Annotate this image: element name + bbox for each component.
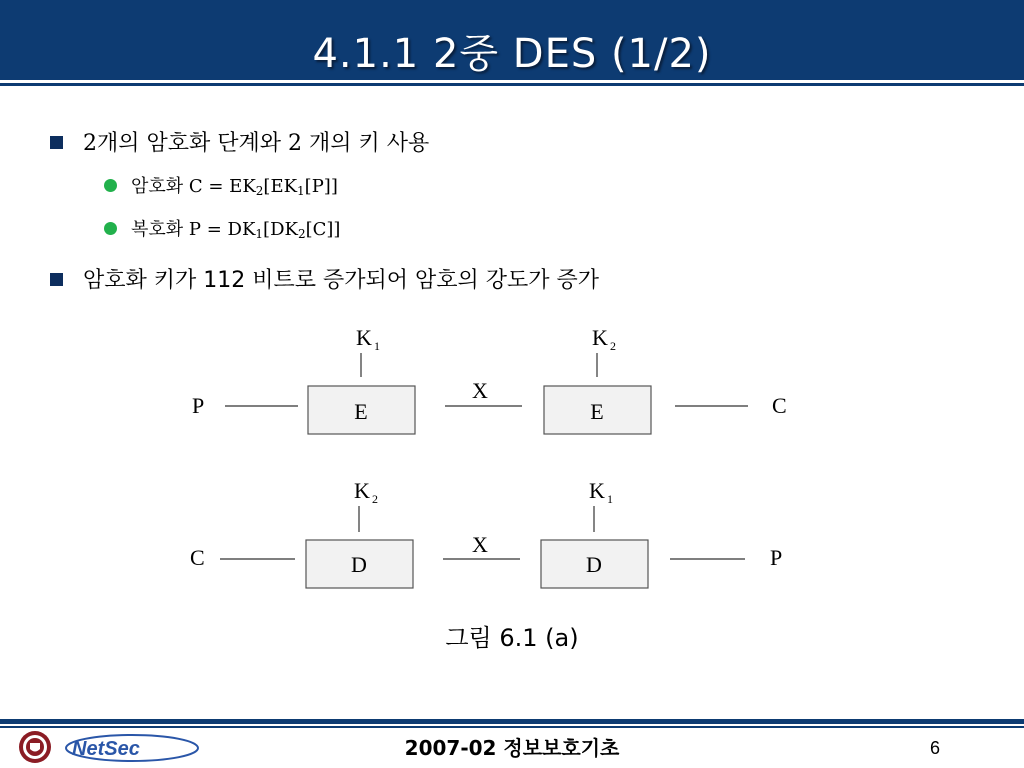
key-label: K [356,325,372,350]
formula-suffix: [P]] [304,176,338,197]
output-label: P [770,545,783,570]
output-label: C [772,393,787,418]
key-label: K [589,478,605,503]
footer-rule [0,719,1024,724]
formula-prefix: 암호화 C = EK [131,176,256,197]
footer-rule-thin [0,726,1024,728]
bullet-text: 암호화 키가 112 비트로 증가되어 암호의 강도가 증가 [83,268,599,293]
box-label: E [354,399,368,424]
input-label: C [190,545,205,570]
box-label: D [586,552,602,577]
intermediate-label: X [472,532,488,557]
formula-mid: [EK [263,176,298,197]
box-label: E [590,399,604,424]
key-subscript: 2 [372,492,378,506]
bullet-text: 2개의 암호화 단계와 2 개의 키 사용 [83,131,430,156]
box-label: D [351,552,367,577]
formula-prefix: 복호화 P = DK [131,219,256,240]
key-subscript: 2 [610,339,616,353]
footer-course: 2007-02 정보보호기초 [404,736,620,760]
page-number: 6 [930,738,941,758]
formula-sub: 2 [297,227,306,241]
formula-sub: 1 [255,227,264,241]
formula-sub: 1 [297,184,305,198]
slide-title: 4.1.1 2중 DES (1/2) [312,31,712,77]
key-label: K [354,478,370,503]
key-label: K [592,325,608,350]
key-subscript: 1 [374,339,380,353]
formula-mid: [DK [263,219,298,240]
logo-text: NetSec [72,738,140,760]
encryption-row [192,325,787,434]
key-subscript: 1 [607,492,613,506]
intermediate-label: X [472,378,488,403]
input-label: P [192,393,205,418]
formula-suffix: [C]] [305,219,341,240]
figure-caption: 그림 6.1 (a) [445,624,579,652]
formula-sub: 2 [255,184,264,198]
decryption-row [190,478,782,588]
